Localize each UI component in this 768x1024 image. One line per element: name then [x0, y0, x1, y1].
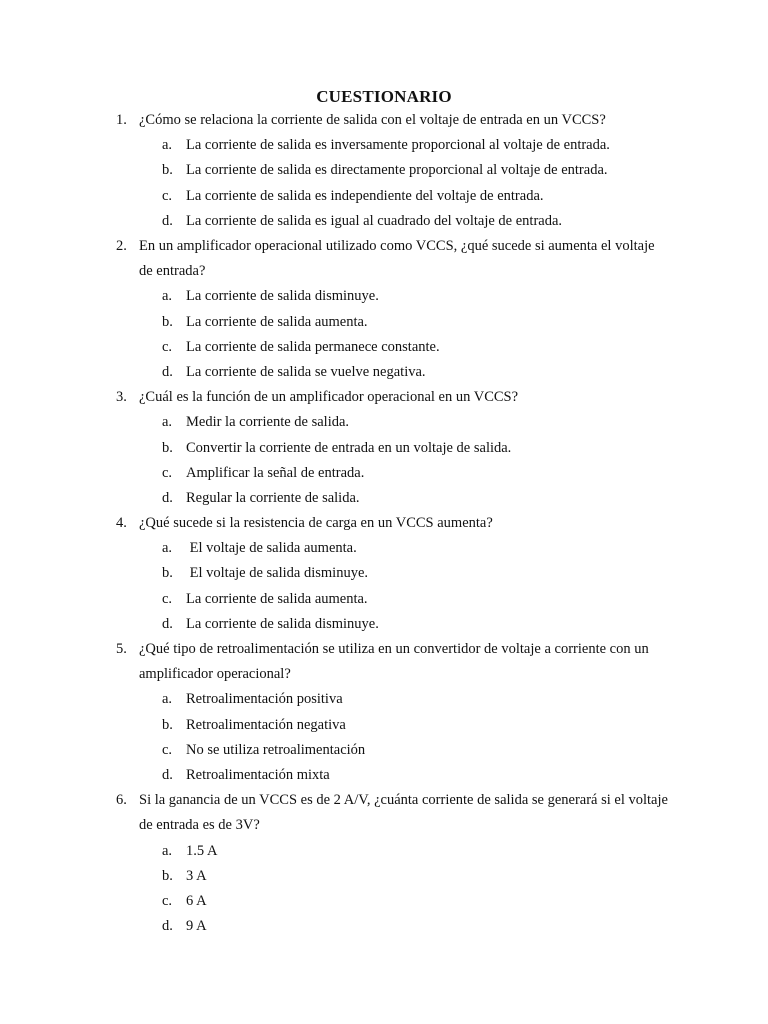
option-letter: b. — [162, 439, 173, 456]
question-number: 2. — [116, 237, 127, 254]
option-b — [0, 158, 768, 183]
option-text: La corriente de salida disminuye. — [186, 288, 379, 305]
option-text: Retroalimentación negativa — [186, 716, 346, 733]
option-letter: b. — [162, 867, 173, 884]
option-text: La corriente de salida aumenta. — [186, 313, 368, 330]
question-text: ¿Cómo se relaciona la corriente de salida con el voltaje de entrada en un VCCS? — [139, 112, 606, 128]
option-text: El voltaje de salida aumenta. — [186, 540, 357, 557]
option-letter: a. — [162, 288, 173, 305]
option-b — [0, 436, 768, 461]
option-text: La corriente de salida es inversamente proporcional al voltaje de entrada. — [186, 137, 610, 154]
option-text: 9 A — [186, 918, 207, 935]
option-c — [0, 738, 768, 763]
option-text: Retroalimentación positiva — [186, 691, 343, 708]
question-2 — [0, 234, 768, 385]
option-letter: d. — [162, 766, 173, 783]
question-text: ¿Cuál es la función de un amplificador operacional en un VCCS? — [139, 389, 519, 406]
option-letter: d. — [162, 212, 173, 229]
option-d — [0, 209, 768, 234]
option-a — [0, 687, 768, 712]
option-text: Regular la corriente de salida. — [186, 489, 360, 506]
option-b — [0, 864, 768, 889]
page-title: CUESTIONARIO — [316, 87, 452, 106]
option-letter: a. — [162, 540, 173, 557]
option-letter: c. — [162, 187, 173, 204]
question-5 — [0, 637, 768, 788]
option-c — [0, 184, 768, 209]
option-d — [0, 914, 768, 939]
option-letter: c. — [162, 892, 173, 909]
question-number: 6. — [116, 792, 127, 809]
option-letter: b. — [162, 162, 173, 179]
option-a — [0, 133, 768, 158]
option-text: Medir la corriente de salida. — [186, 414, 350, 431]
option-b — [0, 310, 768, 335]
option-text: 1.5 A — [186, 842, 218, 859]
question-number: 3. — [116, 389, 127, 406]
option-letter: b. — [162, 313, 173, 330]
option-a — [0, 536, 768, 561]
option-text: 3 A — [186, 867, 207, 884]
question-text: En un amplificador operacional utilizado como VCCS, ¿qué sucede si aumenta el voltaje de entrada? — [139, 237, 655, 280]
question-6 — [0, 788, 768, 939]
question-3 — [0, 385, 768, 511]
option-letter: d. — [162, 918, 173, 935]
question-1 — [0, 108, 768, 234]
option-letter: a. — [162, 842, 173, 859]
question-text: Si la ganancia de un VCCS es de 2 A/V, ¿cuánta corriente de salida se generará si el voltaje de entrada es de 3V? — [139, 792, 668, 834]
option-letter: a. — [162, 414, 173, 431]
option-text: No se utiliza retroalimentación — [186, 741, 366, 758]
option-letter: b. — [162, 565, 173, 582]
question-number: 1. — [116, 112, 127, 128]
option-c — [0, 461, 768, 486]
option-text: La corriente de salida permanece constante. — [186, 338, 440, 355]
option-d — [0, 360, 768, 385]
option-text: Convertir la corriente de entrada en un voltaje de salida. — [186, 439, 512, 456]
option-letter: c. — [162, 741, 173, 758]
option-a — [0, 284, 768, 309]
option-letter: a. — [162, 137, 173, 154]
option-a — [0, 410, 768, 435]
option-text: 6 A — [186, 892, 207, 909]
question-list — [0, 108, 768, 939]
option-text: La corriente de salida aumenta. — [186, 590, 368, 607]
question-text: ¿Qué tipo de retroalimentación se utiliza en un convertidor de voltaje a corriente con un amplificador operacional? — [139, 641, 649, 683]
option-text: La corriente de salida se vuelve negativa. — [186, 363, 426, 380]
option-text: La corriente de salida disminuye. — [186, 615, 379, 632]
option-c — [0, 335, 768, 360]
option-text: La corriente de salida es igual al cuadrado del voltaje de entrada. — [186, 212, 563, 229]
option-letter: d. — [162, 615, 173, 632]
option-text: Retroalimentación mixta — [186, 766, 330, 783]
option-c — [0, 889, 768, 914]
option-letter: c. — [162, 338, 173, 355]
option-d — [0, 486, 768, 511]
option-a — [0, 839, 768, 864]
question-4 — [0, 511, 768, 637]
question-number: 5. — [116, 641, 127, 658]
option-letter: b. — [162, 716, 173, 733]
question-number: 4. — [116, 515, 127, 532]
option-c — [0, 587, 768, 612]
option-letter: d. — [162, 363, 173, 380]
option-letter: c. — [162, 464, 173, 481]
option-d — [0, 612, 768, 637]
option-b — [0, 713, 768, 738]
option-text: La corriente de salida es independiente del voltaje de entrada. — [186, 187, 544, 204]
option-letter: a. — [162, 691, 173, 708]
option-text: La corriente de salida es directamente proporcional al voltaje de entrada. — [186, 162, 608, 179]
option-letter: d. — [162, 489, 173, 506]
option-text: El voltaje de salida disminuye. — [186, 565, 369, 582]
option-b — [0, 561, 768, 586]
option-text: Amplificar la señal de entrada. — [186, 464, 365, 481]
question-text: ¿Qué sucede si la resistencia de carga en un VCCS aumenta? — [139, 515, 493, 532]
option-d — [0, 763, 768, 788]
option-letter: c. — [162, 590, 173, 607]
